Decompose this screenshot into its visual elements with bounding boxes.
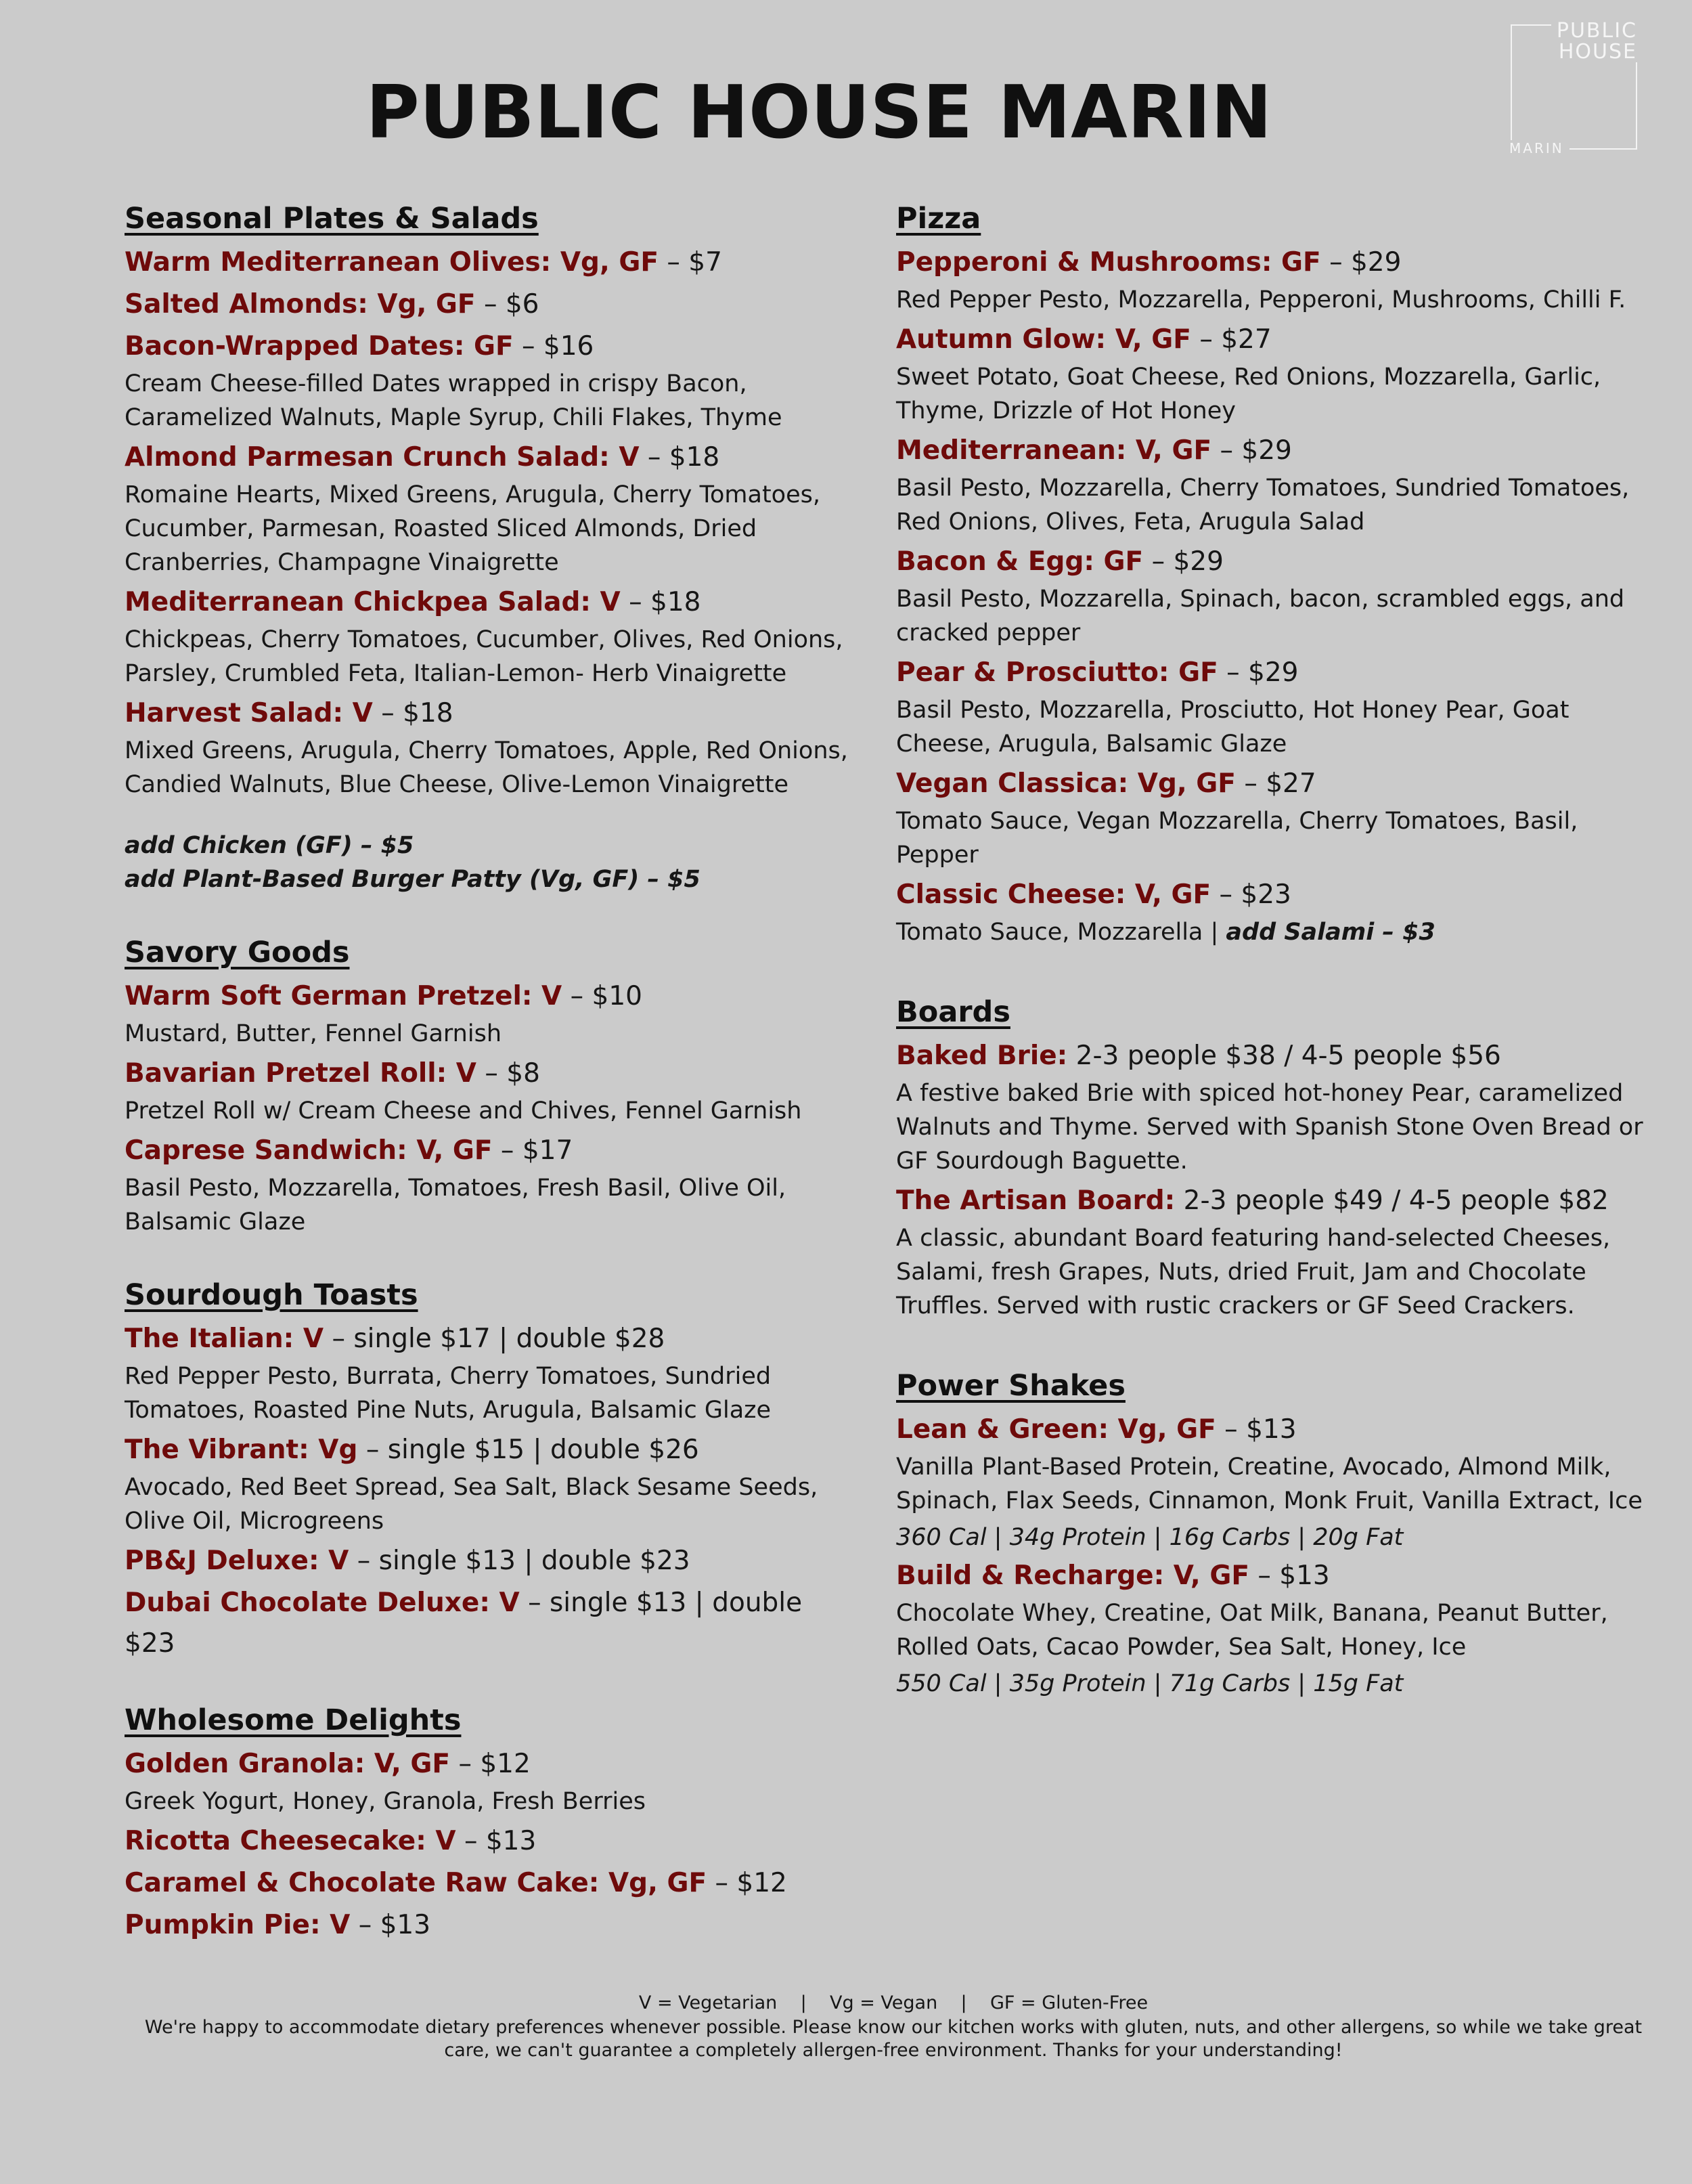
item-price: – $27 [1190, 324, 1272, 355]
menu-item [896, 1036, 1654, 1178]
item-description: Tomato Sauce, Vegan Mozzarella, Cherry Tomatoes, Basil, Pepper [896, 808, 1578, 869]
item-description: Basil Pesto, Mozzarella, Prosciutto, Hot Honey Pear, Goat Cheese, Arugula, Balsamic Glaze [896, 697, 1569, 758]
item-name: Almond Parmesan Crunch Salad: V [125, 442, 640, 473]
item-description: Sweet Potato, Goat Cheese, Red Onions, Mozzarella, Garlic, Thyme, Drizzle of Hot Honey [896, 364, 1601, 424]
logo-line-3: MARIN [1509, 140, 1569, 156]
item-description: Pretzel Roll w/ Cream Cheese and Chives, Fennel Garnish [125, 1097, 802, 1124]
right-column [896, 199, 1654, 1725]
item-description [896, 915, 1654, 949]
menu-item [125, 242, 849, 283]
menu-item [125, 1905, 849, 1946]
item-name: Caramel & Chocolate Raw Cake: Vg, GF [125, 1868, 707, 1898]
item-name: Pear & Prosciutto: GF [896, 657, 1218, 688]
item-price: – $7 [659, 247, 722, 278]
item-price: – single $17 | double $28 [324, 1324, 665, 1354]
item-description: Mixed Greens, Arugula, Cherry Tomatoes, Apple, Red Onions, Candied Walnuts, Blue Cheese, Olive-Lemon Vinaigrette [125, 737, 848, 798]
item-price: – single $13 | double $23 [125, 1588, 803, 1659]
menu-item [125, 693, 849, 802]
item-name: Ricotta Cheesecake: V [125, 1826, 456, 1856]
section-title: Seasonal Plates & Salads [125, 202, 539, 236]
item-description: Basil Pesto, Mozzarella, Spinach, bacon, scrambled eggs, and cracked pepper [896, 586, 1625, 647]
menu-item [125, 1583, 849, 1664]
item-description: Chocolate Whey, Creatine, Oat Milk, Banana, Peanut Butter, Rolled Oats, Cacao Powder, Sea Salt, Honey, Ice [896, 1600, 1608, 1661]
item-name: Warm Mediterranean Olives: Vg, GF [125, 247, 659, 278]
item-price: – $13 [1249, 1560, 1330, 1591]
item-description: Vanilla Plant-Based Protein, Creatine, Avocado, Almond Milk, Spinach, Flax Seeds, Cinnamon, Monk Fruit, Vanilla Extract, Ice [896, 1454, 1643, 1514]
section-title: Sourdough Toasts [125, 1278, 418, 1312]
menu-item [896, 242, 1654, 317]
item-name: Caprese Sandwich: V, GF [125, 1135, 493, 1166]
item-price: – $23 [1211, 879, 1291, 910]
addon-salami: add Salami – $3 [1226, 919, 1435, 946]
section-seasonal-plates [125, 199, 849, 896]
item-name: The Vibrant: Vg [125, 1435, 358, 1465]
menu-item [896, 1410, 1654, 1554]
menu-item [125, 582, 849, 691]
menu-item [125, 1319, 849, 1427]
item-description-text: Tomato Sauce, Mozzarella | [896, 919, 1226, 946]
item-price: – $12 [707, 1868, 787, 1898]
item-name: Mediterranean Chickpea Salad: V [125, 587, 621, 617]
menu-item [896, 875, 1654, 949]
section-title: Power Shakes [896, 1369, 1126, 1403]
item-price: – single $15 | double $26 [357, 1435, 699, 1465]
section-title: Savory Goods [125, 936, 350, 969]
item-price: – $16 [513, 331, 594, 362]
menu-item [125, 437, 849, 580]
item-name: Baked Brie: [896, 1041, 1068, 1071]
item-price: – $27 [1235, 768, 1316, 799]
item-description: Basil Pesto, Mozzarella, Cherry Tomatoes, Sundried Tomatoes, Red Onions, Olives, Feta, Arugula Salad [896, 475, 1630, 536]
menu-item [896, 653, 1654, 761]
item-name: The Artisan Board: [896, 1185, 1176, 1216]
section-power-shakes [896, 1366, 1654, 1701]
item-name: Bacon & Egg: GF [896, 546, 1144, 577]
item-name: Pepperoni & Mushrooms: GF [896, 247, 1321, 278]
item-description: Chickpeas, Cherry Tomatoes, Cucumber, Olives, Red Onions, Parsley, Crumbled Feta, Italian-Lemon- Herb Vinaigrette [125, 626, 843, 687]
item-name: Bacon-Wrapped Dates: GF [125, 331, 514, 362]
item-name: Bavarian Pretzel Roll: V [125, 1058, 476, 1089]
menu-item [125, 1821, 849, 1862]
item-price: – $13 [350, 1910, 431, 1940]
item-price: – $10 [562, 981, 642, 1011]
item-description: A classic, abundant Board featuring hand-selected Cheeses, Salami, fresh Grapes, Nuts, dried Fruit, Jam and Chocolate Truffles. Served with rustic crackers or GF Seed Crackers. [896, 1225, 1611, 1319]
item-nutrition: 360 Cal | 34g Protein | 16g Carbs | 20g Fat [896, 1524, 1404, 1551]
item-name: Golden Granola: V, GF [125, 1749, 451, 1779]
item-price: – single $13 | double $23 [349, 1546, 690, 1576]
item-description: Romaine Hearts, Mixed Greens, Arugula, Cherry Tomatoes, Cucumber, Parmesan, Roasted Sliced Almonds, Dried Cranberries, Champagne Vinaigrette [125, 481, 820, 576]
section-title: Pizza [896, 202, 981, 236]
item-nutrition: 550 Cal | 35g Protein | 71g Carbs | 15g Fat [896, 1670, 1404, 1697]
item-price: – $12 [450, 1749, 531, 1779]
item-price: 2-3 people $49 / 4-5 people $82 [1175, 1185, 1609, 1216]
item-price: – $8 [476, 1058, 540, 1089]
item-price: – $17 [492, 1135, 573, 1166]
menu-item [125, 1541, 849, 1581]
item-price: – $29 [1211, 435, 1292, 466]
menu-item [125, 284, 849, 325]
item-name: Salted Almonds: Vg, GF [125, 289, 476, 320]
item-description: A festive baked Brie with spiced hot-honey Pear, caramelized Walnuts and Thyme. Served with Spanish Stone Oven Bread or GF Sourdough Baguette. [896, 1080, 1643, 1175]
section-pizza [896, 199, 1654, 949]
section-title: Boards [896, 995, 1010, 1029]
item-name: Dubai Chocolate Deluxe: V [125, 1588, 520, 1618]
item-price: – $29 [1143, 546, 1224, 577]
item-name: The Italian: V [125, 1324, 324, 1354]
section-title: Wholesome Delights [125, 1703, 462, 1737]
item-description: Red Pepper Pesto, Mozzarella, Pepperoni, Mushrooms, Chilli F. [896, 286, 1626, 313]
item-price: – $29 [1218, 657, 1299, 688]
section-savory-goods [125, 933, 849, 1239]
logo-line-2: HOUSE [1558, 40, 1637, 64]
menu-item [896, 1556, 1654, 1701]
menu-item [125, 1863, 849, 1904]
page-title: PUBLIC HOUSE MARIN [365, 70, 1272, 155]
item-name: Mediterranean: V, GF [896, 435, 1212, 466]
section-sourdough-toasts [125, 1275, 849, 1664]
item-price: – $13 [1216, 1414, 1297, 1445]
item-description: Cream Cheese-filled Dates wrapped in crispy Bacon, Caramelized Walnuts, Maple Syrup, Chili Flakes, Thyme [125, 370, 782, 431]
addons [125, 829, 849, 896]
section-boards [896, 992, 1654, 1323]
item-description: Greek Yogurt, Honey, Granola, Fresh Berries [125, 1788, 646, 1815]
item-price: – $13 [455, 1826, 537, 1856]
item-name: Harvest Salad: V [125, 698, 373, 728]
logo-line-1: PUBLIC [1556, 19, 1637, 43]
item-name: PB&J Deluxe: V [125, 1546, 349, 1576]
item-price: – $6 [475, 289, 539, 320]
item-price: 2-3 people $38 / 4-5 people $56 [1067, 1041, 1501, 1071]
item-description: Mustard, Butter, Fennel Garnish [125, 1020, 502, 1047]
item-name: Vegan Classica: Vg, GF [896, 768, 1236, 799]
item-price: – $29 [1320, 247, 1402, 278]
menu-item [896, 542, 1654, 650]
item-name: Classic Cheese: V, GF [896, 879, 1211, 910]
menu-item [896, 431, 1654, 539]
item-name: Autumn Glow: V, GF [896, 324, 1191, 355]
item-price: – $18 [620, 587, 701, 617]
menu-item [125, 1131, 849, 1239]
item-description: Red Pepper Pesto, Burrata, Cherry Tomatoes, Sundried Tomatoes, Roasted Pine Nuts, Arugula, Balsamic Glaze [125, 1363, 772, 1424]
addon-chicken: add Chicken (GF) – $5 [125, 832, 414, 859]
item-name: Lean & Green: Vg, GF [896, 1414, 1216, 1445]
addon-burger-patty: add Plant-Based Burger Patty (Vg, GF) – $5 [125, 866, 700, 893]
menu-item [125, 976, 849, 1051]
allergen-note: We're happy to accommodate dietary preferences whenever possible. Please know our kitchen works with gluten, nuts, and other allergens, so while we take great care, we can't guarantee a completely allergen-free environment. Thanks for your understanding! [144, 2017, 1643, 2061]
item-price: – $18 [639, 442, 720, 473]
item-name: Build & Recharge: V, GF [896, 1560, 1249, 1591]
left-column [125, 199, 849, 1970]
item-description: Avocado, Red Beet Spread, Sea Salt, Black Sesame Seeds, Olive Oil, Microgreens [125, 1474, 818, 1535]
logo-wordmark [1551, 20, 1637, 62]
item-description: Basil Pesto, Mozzarella, Tomatoes, Fresh Basil, Olive Oil, Balsamic Glaze [125, 1175, 786, 1236]
menu-item [125, 1430, 849, 1538]
dietary-legend: V = Vegetarian | Vg = Vegan | GF = Gluten-Free [638, 1992, 1149, 2013]
menu-item [125, 326, 849, 435]
item-name: Pumpkin Pie: V [125, 1910, 351, 1940]
menu-item [896, 1181, 1654, 1323]
menu-item [896, 764, 1654, 872]
item-name: Warm Soft German Pretzel: V [125, 981, 562, 1011]
section-wholesome-delights [125, 1701, 849, 1946]
item-price: – $18 [372, 698, 453, 728]
menu-item [125, 1744, 849, 1818]
menu-item [896, 320, 1654, 428]
footer [135, 1992, 1651, 2062]
menu-item [125, 1053, 849, 1128]
